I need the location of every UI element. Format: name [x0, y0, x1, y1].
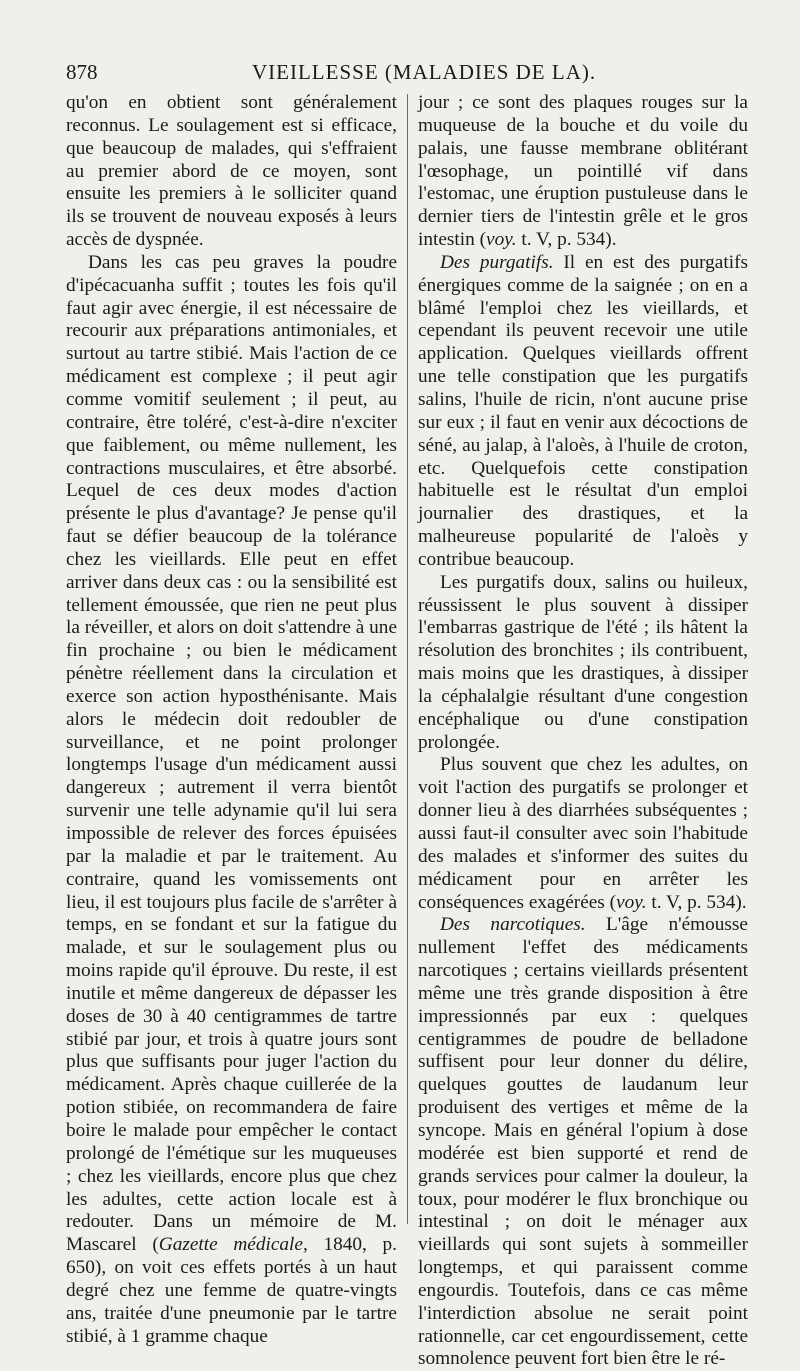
running-title: VIEILLESSE (MALADIES DE LA). [252, 60, 597, 84]
reference-italic: voy. [616, 891, 647, 913]
page-header [66, 60, 756, 90]
section-heading: Des purgatifs. [440, 251, 554, 273]
left-column [66, 92, 397, 1348]
paragraph-text: L'âge n'émousse nullement l'effet des médicaments narcotiques ; certains vieillards présentent même une très grande disposition à être impressionnés par eux : quelques centigrammes de poudre de belladone suffisent pour leur donner du délire, quelques gouttes de laudanum leur produisent des vertiges et même de la syncope. Mais en général l'opium à dose modérée est bien supporté et rend de grands services pour calmer la douleur, la toux, pour modérer le flux bronchique ou intestinal ; on doit le ménager aux vieillards qui sont sujets à sommeiller longtemps, et qui paraissent comme engourdis. Toutefois, dans ce cas même l'interdiction absolue ne serait point rationnelle, car cet engourdissement, cette somnolence peuvent fort bien être le ré- [418, 914, 748, 1370]
paragraph [418, 92, 748, 252]
paragraph-text: jour ; ce sont des plaques rouges sur la muqueuse de la bouche et du voile du palais, une fausse membrane oblitérant l'œsophage, un pointillé vif dans l'estomac, une éruption pustuleuse dans le dernier tiers de l'intestin grêle et le gros intestin ( [418, 92, 748, 251]
paragraph [418, 914, 748, 1371]
paragraph-text: , 1840, p. 650), on voit ces effets portés à un haut degré chez une femme de quatre-vingts ans, traitée d'une pneumonie par le tartre stibié, à 1 gramme chaque [66, 1234, 397, 1347]
paragraph [66, 252, 397, 1349]
paragraph: Les purgatifs doux, salins ou huileux, réussissent le plus souvent à dissiper l'embarras gastrique de l'été ; ils hâtent la résolution des bronchites ; ils contribuent, mais moins que les drastiques, à dissiper la céphalalgie résultant d'une congestion encéphalique ou d'une constipation prolongée. [418, 571, 748, 753]
reference-italic: voy. [486, 229, 517, 251]
reference-text: t. V, p. 534). [646, 891, 747, 913]
section-heading: Des narcotiques. [440, 914, 586, 936]
paragraph [418, 252, 748, 572]
right-column [418, 92, 748, 1371]
page-number: 878 [66, 60, 98, 84]
paragraph-text: Il en est des purgatifs énergiques comme de la saignée ; on en a blâmé l'emploi chez les vieillards, et cependant ils peuvent recevoir une utile application. Quelques vieillards offrent une telle constipation que les purgatifs salins, l'huile de ricin, n'ont aucune prise sur eux ; il faut en venir aux décoctions de séné, au jalap, à l'aloès, à l'huile de croton, etc. Quelquefois cette constipation habituelle est le résultat d'un emploi journalier des drastiques, et la malheureuse popularité de l'aloès y contribue beaucoup. [418, 251, 748, 570]
paragraph: qu'on en obtient sont généralement reconnus. Le soulagement est si efficace, que beaucoup de malades, qui s'effraient au premier abord de ce moyen, sont ensuite les premiers à le solliciter quand ils se trouvent de nouveau exposés à leurs accès de dyspnée. [66, 92, 397, 251]
column-divider [407, 94, 408, 1224]
citation-italic: Gazette médicale [158, 1234, 303, 1256]
paragraph [418, 754, 748, 914]
paragraph-text: Plus souvent que chez les adultes, on voit l'action des purgatifs se prolonger et donner lieu à des diarrhées subséquentes ; aussi faut-il consulter avec soin l'habitude des malades et s'informer des suites du médicament pour en arrêter les conséquences exagérées ( [418, 754, 748, 913]
paragraph-text: Dans les cas peu graves la poudre d'ipécacuanha suffit ; toutes les fois qu'il faut agir avec énergie, il est nécessaire de recourir aux préparations antimoniales, et surtout au tartre stibié. Mais l'action de ce médicament est complexe ; il peut agir comme vomitif seulement ; il peut, au contraire, être toléré, c'est-à-dire n'exciter que faiblement, ou même nullement, les contractions musculaires, et être absorbé. Lequel de ces deux modes d'action présente le plus d'avantage? Je pense qu'il faut se défier beaucoup de la tolérance chez les vieillards. Elle peut en effet arriver dans deux cas : ou la sensibilité est tellement émoussée, que rien ne peut plus la réveiller, et alors on doit s'attendre à une fin prochaine ; ou bien le médicament pénètre réellement dans la circulation et exerce son action hyposthénisante. Mais alors le médecin doit redoubler de surveillance, et ne point prolonger longtemps l'usage d'un médicament aussi dangereux ; autrement il verra bientôt survenir une telle adynamie qu'il lui sera impossible de relever des forces épuisées par la maladie et par le traitement. Au contraire, quand les vomissements ont lieu, il est toujours plus facile de s'arrêter à temps, en se fondant et sur la fatigue du malade, et sur le soulagement plus ou moins rapide qu'il éprouve. Du reste, il est inutile et même dangereux de dépasser les doses de 30 à 40 centigrammes de tartre stibié par jour, et trois à quatre jours sont plus que suffisants pour juger l'action du médicament. Après chaque cuillerée de la potion stibiée, on recommandera de faire boire le malade pour empêcher le contact prolongé de l'émétique sur les muqueuses ; chez les vieillards, encore plus que chez les adultes, cette action locale est à redouter. Dans un mémoire de M. Mascarel ( [66, 251, 397, 1256]
reference-text: t. V, p. 534). [516, 229, 617, 251]
